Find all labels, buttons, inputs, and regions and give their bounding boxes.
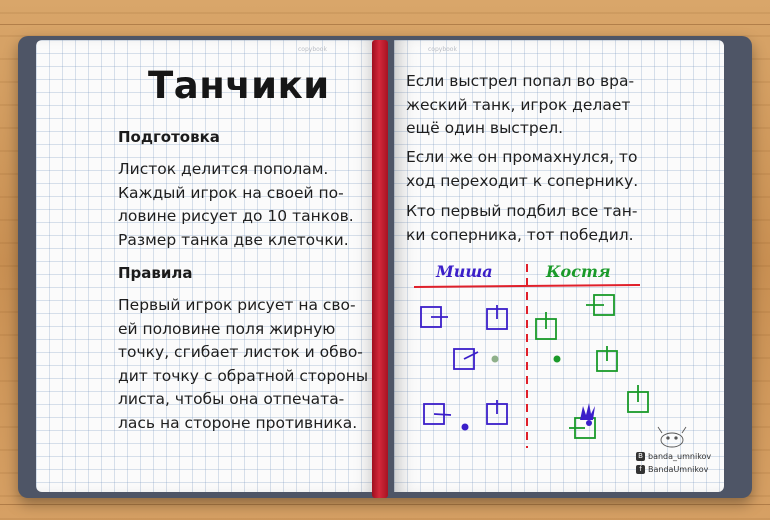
facebook-icon: f (636, 465, 645, 474)
vk-handle: В banda_umnikov (636, 452, 711, 461)
copybook-label-right: copybook (428, 46, 457, 53)
tank (424, 404, 451, 424)
shot-mark (554, 356, 561, 363)
tank (487, 305, 507, 329)
tank (487, 400, 507, 424)
prep-heading: Подготовка (118, 128, 220, 146)
tank (421, 307, 448, 327)
copybook-label-left: copybook (298, 46, 327, 53)
fb-handle: f BandaUmnikov (636, 465, 708, 474)
player1-name: Миша (436, 262, 493, 281)
player1-tanks (421, 305, 507, 424)
page-title: Танчики (148, 64, 330, 107)
hit-rule-text: Если выстрел попал во вра- жеский танк, игрок делает ещё один выстрел. (406, 72, 635, 138)
mascot-icon (658, 427, 686, 447)
miss-rule-text: Если же он промахнулся, то ход переходит к сопернику. (406, 148, 639, 190)
tank (597, 346, 617, 371)
shot-mark (462, 424, 469, 431)
shot-mark (492, 356, 499, 363)
prep-text: Листок делится пополам. Каждый игрок на своей по- ловине рисует до 10 танков. Размер танка две клеточки. (118, 160, 354, 249)
vk-icon: В (636, 452, 645, 461)
rules-heading: Правила (118, 264, 193, 282)
tank (536, 312, 556, 339)
tank (586, 295, 614, 315)
hit-explosion-icon (580, 403, 595, 426)
tank (454, 349, 478, 369)
tank (628, 385, 648, 412)
player2-name: Костя (546, 262, 611, 281)
rules-text: Первый игрок рисует на сво- ей половине поля жирную точку, сгибает листок и обво- дит точку с обратной стороны листа, чтобы она отпечата- лась на стороне противника. (118, 296, 369, 432)
win-rule-text: Кто первый подбил все тан- ки соперника, тот победил. (406, 202, 638, 244)
